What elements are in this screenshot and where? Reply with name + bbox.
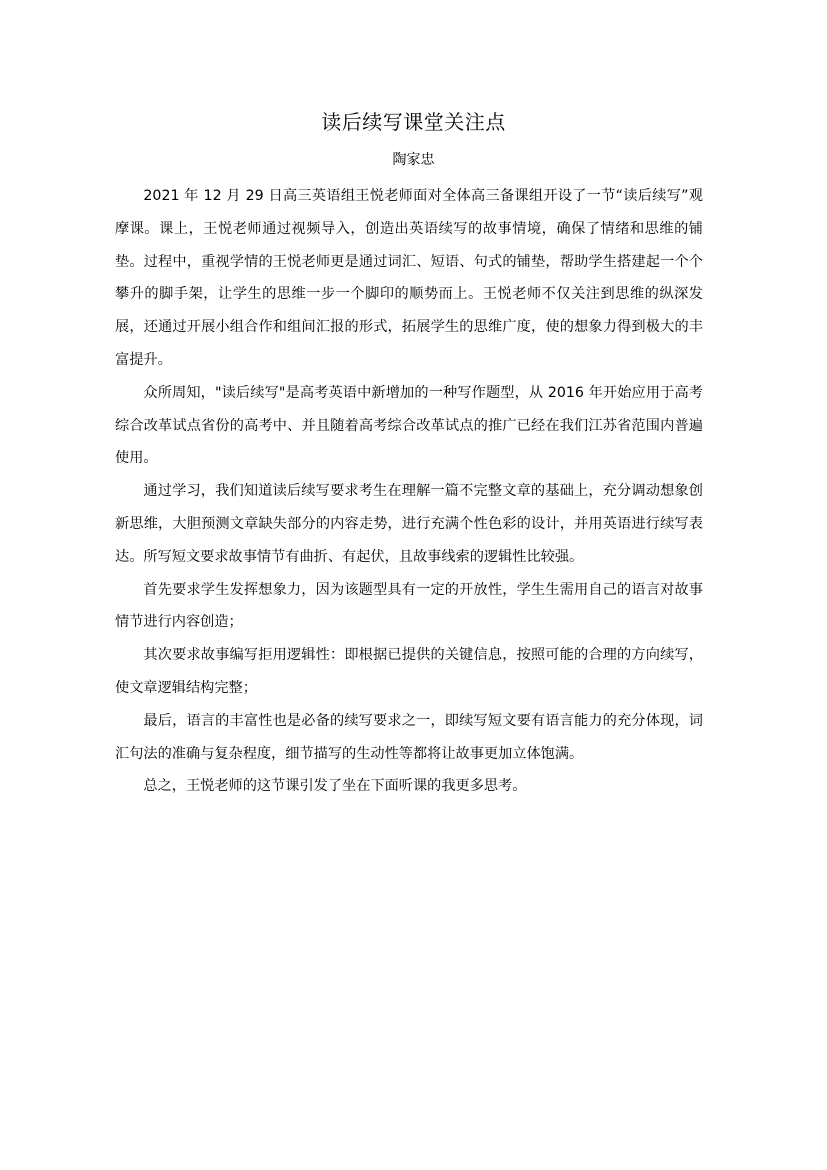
paragraph-requirements: 通过学习，我们知道读后续写要求考生在理解一篇不完整文章的基础上，充分调动想象创新思维，大胆预测文章缺失部分的内容走势，进行充满个性色彩的设计，并用英语进行续写表达。所写短文要求故事情节有曲折、有起伏，且故事线索的逻辑性比较强。 (115, 483, 703, 565)
paragraph-first-point: 首先要求学生发挥想象力，因为该题型具有一定的开放性，学生生需用自己的语言对故事情节进行内容创造； (115, 581, 703, 631)
paragraph-third-point: 最后，语言的丰富性也是必备的续写要求之一，即续写短文要有语言能力的充分体现，词汇句法的准确与复杂程度，细节描写的生动性等都将让故事更加立体饱满。 (115, 712, 703, 762)
paragraph-intro: 2021 年 12 月 29 日高三英语组王悦老师面对全体高三备课组开设了一节“读后续写”观摩课。课上，王悦老师通过视频导入，创造出英语续写的故事情境，确保了情绪和思维的铺垫。过程中，重视学情的王悦老师更是通过词汇、短语、句式的铺垫，帮助学生搭建起一个个攀升的脚手架，让学生的思维一步一个脚印的顺势而上。王悦老师不仅关注到思维的纵深发展，还通过开展小组合作和组间汇报的形式，拓展学生的思维广度，使的想象力得到极大的丰富提升。 (115, 188, 703, 368)
paragraph-conclusion: 总之，王悦老师的这节课引发了坐在下面听课的我更多思考。 (143, 778, 527, 795)
paragraph-background: 众所周知，"读后续写"是高考英语中新增加的一种写作题型，从 2016 年开始应用于高考综合改革试点省份的高考中、并且随着高考综合改革试点的推广已经在我们江苏省范围内普遍使用。 (115, 384, 703, 467)
document-author: 陶家忠 (392, 152, 435, 168)
document-body (115, 180, 703, 803)
paragraph-second-point: 其次要求故事编写拒用逻辑性：即根据已提供的关键信息，按照可能的合理的方向续写，使文章逻辑结构完整； (115, 647, 703, 696)
document-title: 读后续写课堂关注点 (321, 110, 506, 134)
